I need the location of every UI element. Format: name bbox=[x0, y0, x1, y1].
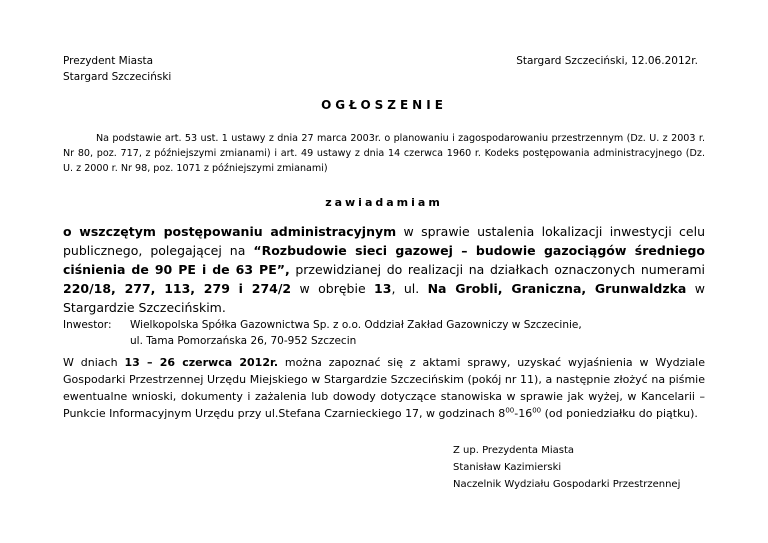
hour-sup-2: 00 bbox=[532, 406, 542, 415]
issuer-block bbox=[63, 53, 171, 85]
dates-text-3: można zapoznać się z aktami sprawy, uzyskać wyjaśnienia w Wydziale Gospodarki Przestrzennej Urzędu Miejskiego w Stargardzie Szczecińskim (pokój nr 11), a następnie złożyć na piśmie ewentualne wnioski, dokumenty i zażalenia lub dowody dotyczące stanowiska w sprawie jak wyżej, w Kancelarii – Punkcie Informacyjnym Urzędu przy ul.Stefana Czarnieckiego 17, w godzinach 8 bbox=[63, 356, 706, 420]
dates-paragraph bbox=[63, 354, 705, 422]
main-bold-7: 13 bbox=[374, 281, 392, 296]
issuer-line-1: Prezydent Miasta bbox=[63, 55, 154, 67]
notify-heading: zawiadamiam bbox=[325, 196, 443, 209]
main-bold-9: Na Grobli, Graniczna, Grunwaldzka bbox=[427, 281, 687, 296]
dates-bold-range: 13 – 26 czerwca 2012r. bbox=[124, 356, 279, 369]
investor-line-1: Wielkopolska Spółka Gazownictwa Sp. z o.o. Oddział Zakład Gazowniczy w Szczecinie, bbox=[130, 319, 582, 331]
place-date: Stargard Szczeciński, 12.06.2012r. bbox=[516, 55, 698, 67]
main-text-6: w obrębie bbox=[291, 281, 375, 296]
hour-sup-1: 00 bbox=[505, 406, 515, 415]
main-text-2: w sprawie ustalenia lokalizacji inwestycji celu publicznego, polegającej na bbox=[63, 224, 705, 258]
investor-details bbox=[130, 317, 582, 349]
dates-text-4: -16 bbox=[514, 407, 533, 420]
dates-text-5: (od poniedziałku do piątku). bbox=[541, 407, 698, 420]
dates-text-1: W dniach bbox=[63, 356, 125, 369]
main-bold-3: “Rozbudowie sieci gazowej – budowie gazociągów średniego ciśnienia de 90 PE i de 63 PE”, bbox=[63, 243, 705, 277]
document-title: OGŁOSZENIE bbox=[321, 98, 447, 112]
signature-line-1: Z up. Prezydenta Miasta bbox=[453, 445, 574, 456]
legal-basis: Na podstawie art. 53 ust. 1 ustawy z dnia 27 marca 2003r. o planowaniu i zagospodarowaniu przestrzennym (Dz. U. z 2003 r. Nr 80, poz. 717, z późniejszymi zmianami) i art. 49 ustawy z dnia 14 czerwca 1960 r. Kodeks postępowania administracyjnego (Dz. U. z 2000 r. Nr 98, poz. 1071 z późniejszymi zmianami) bbox=[63, 133, 705, 174]
main-text-10: w Stargardzie Szczecińskim. bbox=[63, 281, 705, 315]
main-text-8: , ul. bbox=[391, 281, 428, 296]
main-paragraph bbox=[63, 222, 705, 317]
main-bold-1: o wszczętym postępowaniu administracyjnym bbox=[63, 224, 397, 239]
issuer-line-2: Stargard Szczeciński bbox=[63, 71, 172, 83]
signature-line-3: Naczelnik Wydziału Gospodarki Przestrzennej bbox=[453, 479, 681, 490]
signature-block bbox=[453, 442, 680, 493]
main-bold-5: 220/18, 277, 113, 279 i 274/2 bbox=[63, 281, 292, 296]
signature-line-2: Stanisław Kazimierski bbox=[453, 462, 562, 473]
investor-label: Inwestor: bbox=[63, 319, 112, 331]
main-text-4: przewidzianej do realizacji na działkach oznaczonych numerami bbox=[289, 262, 706, 277]
investor-line-2: ul. Tama Pomorzańska 26, 70-952 Szczecin bbox=[130, 335, 357, 347]
